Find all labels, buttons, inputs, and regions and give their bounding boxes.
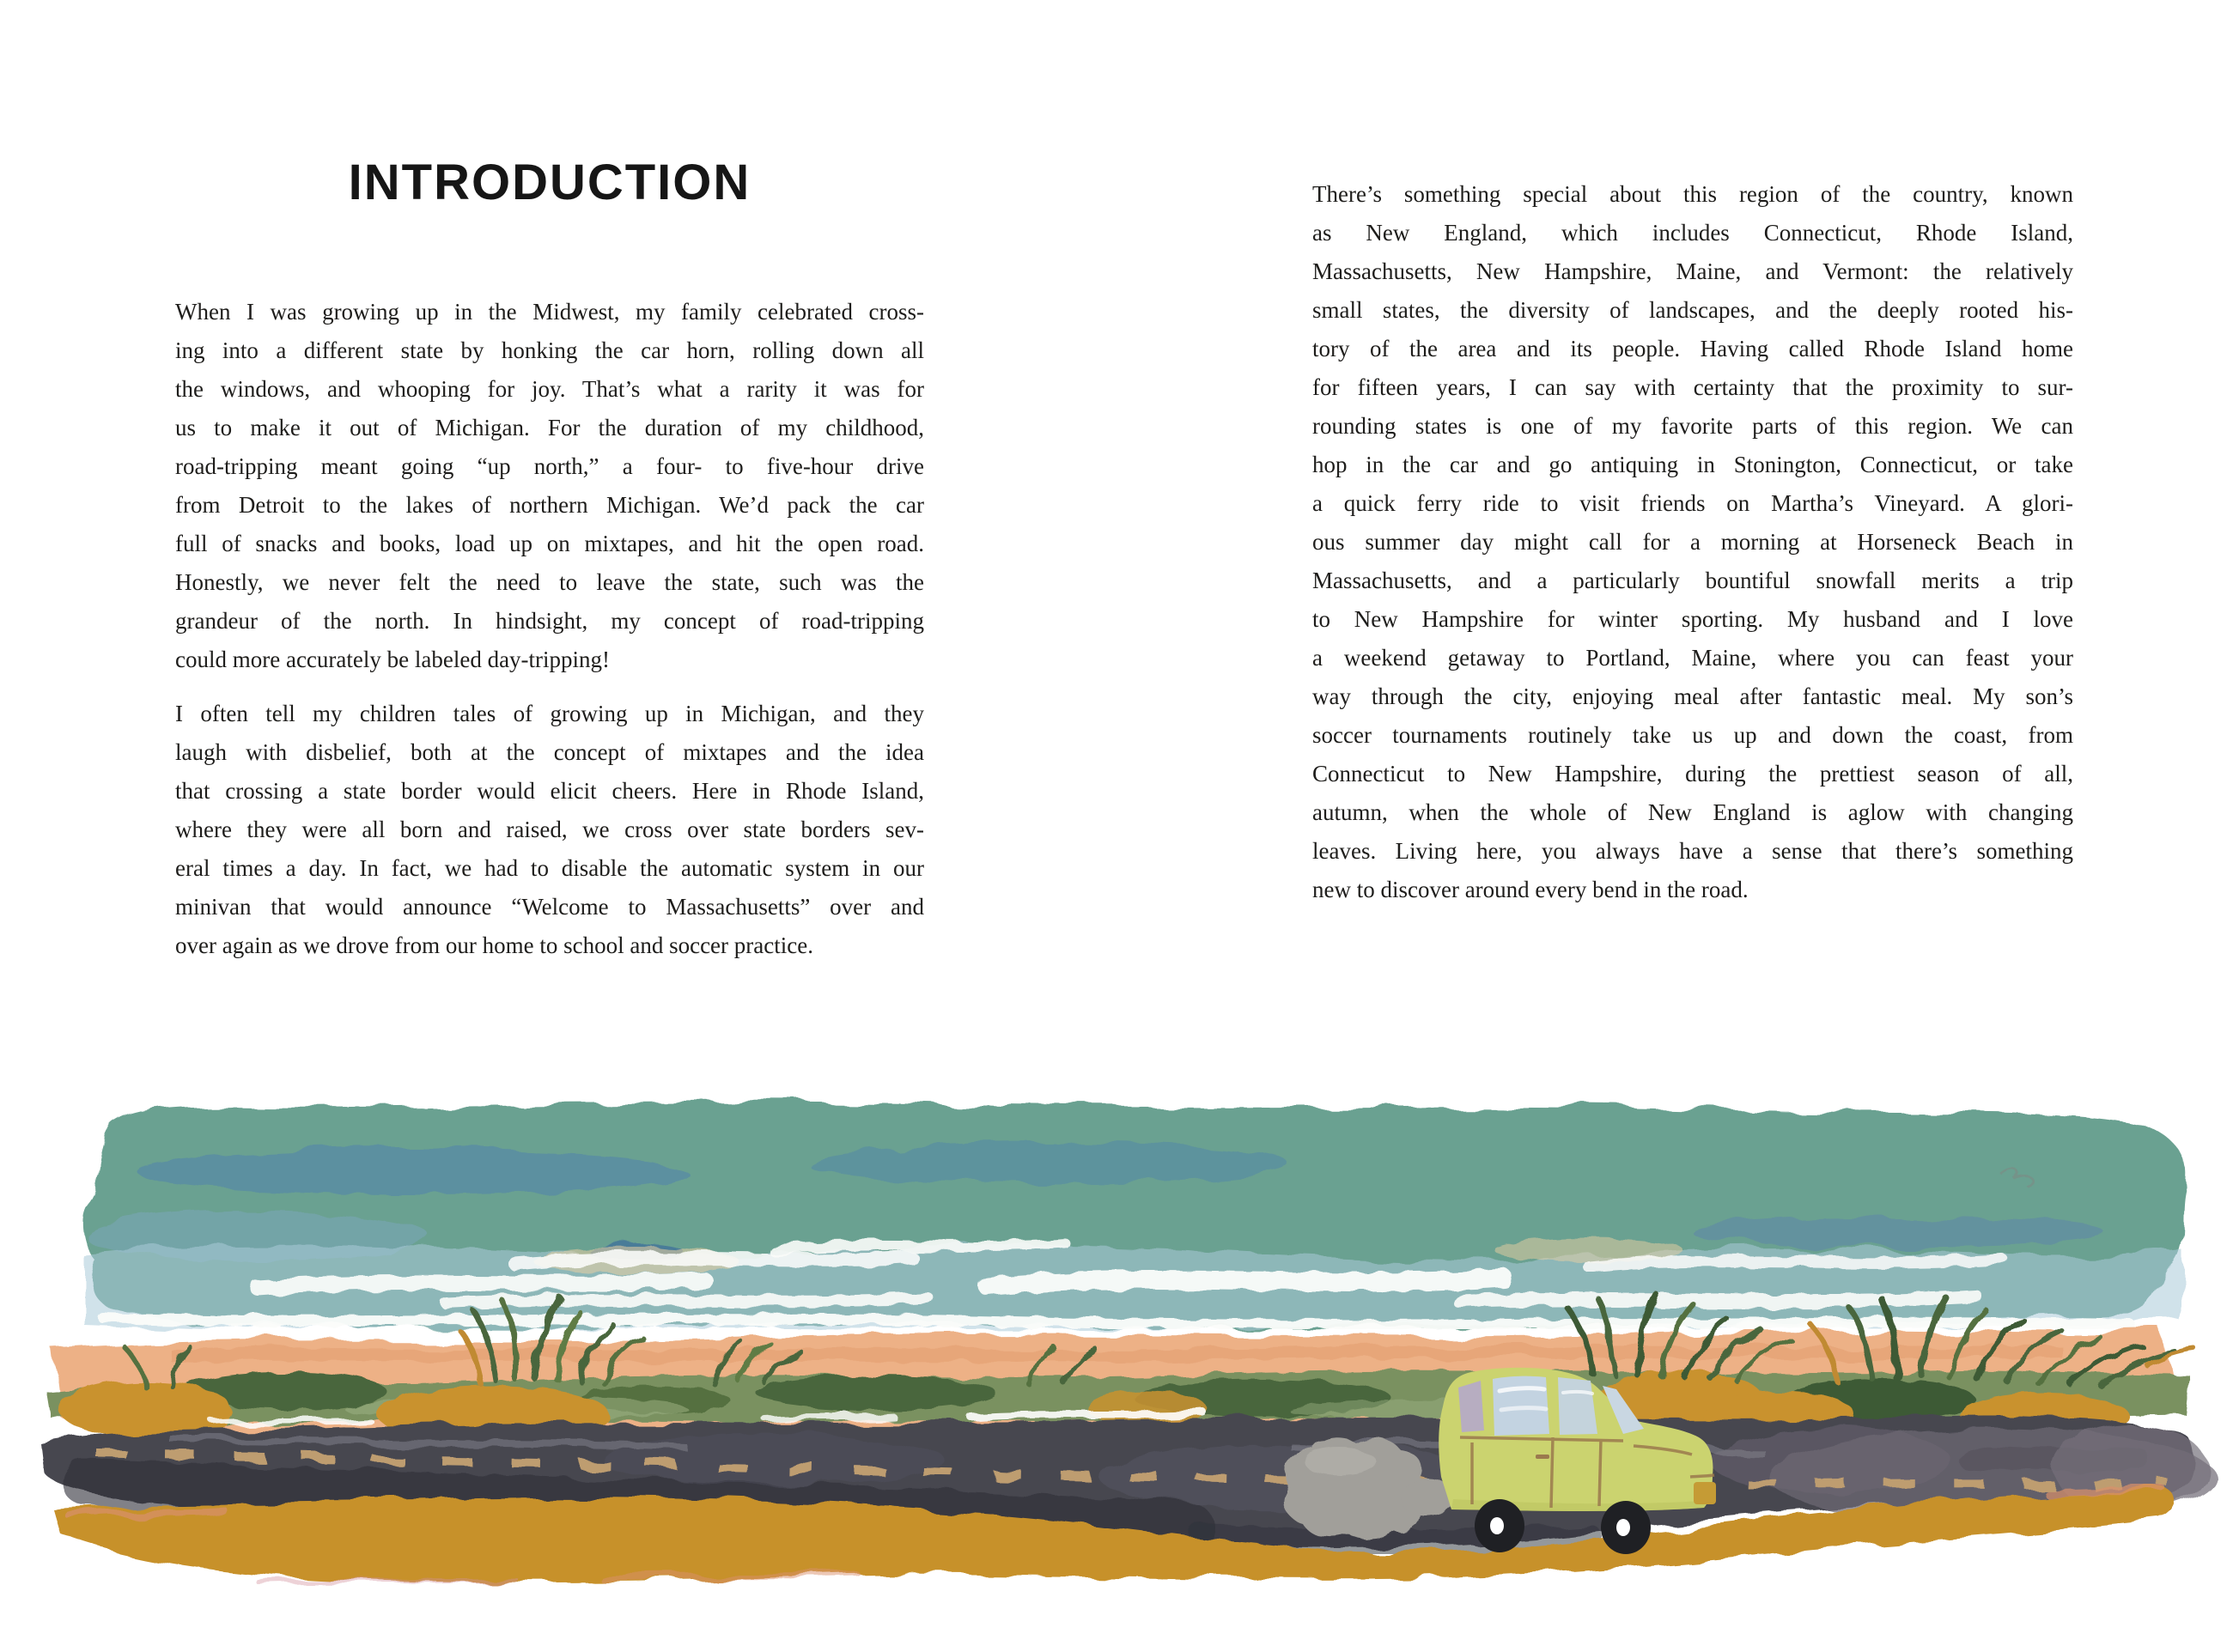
road-edge-white <box>215 1420 369 1424</box>
text-line: way through the city, enjoying meal after fantastic meal. My son’s <box>1312 683 2073 709</box>
text-line: hop in the car and go antiquing in Stonington, Connecticut, or take <box>1312 452 2073 477</box>
right-text-column <box>1312 175 2073 909</box>
cloud-stroke <box>258 1279 704 1288</box>
text-line: ous summer day might call for a morning at Horseneck Beach in <box>1312 529 2073 555</box>
left-text-column <box>175 293 924 965</box>
cloud-stroke <box>773 1243 1065 1250</box>
sky-blue-streak <box>137 1150 687 1194</box>
paragraph <box>175 695 924 965</box>
paragraph <box>1312 175 2073 909</box>
road-edge-white <box>970 1412 1202 1417</box>
chapter-title: INTRODUCTION <box>348 155 751 210</box>
road-edge-white <box>764 1416 893 1418</box>
text-line: Connecticut to New Hampshire, during the prettiest season of all, <box>1312 761 2073 787</box>
text-line: Honestly, we never felt the need to leave the state, such was the <box>175 569 924 595</box>
text-line: When I was growing up in the Midwest, my family celebrated cross- <box>175 299 924 325</box>
text-line: soccer tournaments routinely take us up and down the coast, from <box>1312 722 2073 748</box>
text-line: the windows, and whooping for joy. That’s what a rarity it was for <box>175 376 924 402</box>
text-line: over again as we drove from our home to school and soccer practice. <box>175 932 813 958</box>
window-highlight <box>1501 1408 1546 1410</box>
car-door-line <box>1599 1439 1601 1506</box>
car-door-handle <box>1536 1455 1549 1459</box>
salmon-accent <box>258 1579 515 1582</box>
cloud-fringe <box>103 1318 2130 1325</box>
text-line: leaves. Living here, you always have a sense that there’s something <box>1312 838 2073 864</box>
text-line: Massachusetts, and a particularly bountiful snowfall merits a trip <box>1312 568 2073 593</box>
text-line: I often tell my children tales of growing up in Michigan, and they <box>175 701 924 726</box>
salmon-accent <box>2044 1489 2164 1491</box>
road-dark-streak <box>1202 1537 1589 1542</box>
text-line: eral times a day. In fact, we had to disable the automatic system in our <box>175 855 924 881</box>
cloud-stroke <box>447 1298 928 1303</box>
text-line: a weekend getaway to Portland, Maine, where you can feast your <box>1312 645 2073 671</box>
front-hubcap <box>1616 1519 1630 1536</box>
exhaust-highlight <box>1304 1448 1376 1475</box>
text-line: minivan that would announce “Welcome to Massachusetts” over and <box>175 894 924 920</box>
text-line: Massachusetts, New Hampshire, Maine, and Vermont: the relatively <box>1312 258 2073 284</box>
text-line: ing into a different state by honking the car horn, rolling down all <box>175 337 924 363</box>
cloud-stroke <box>988 1278 1503 1286</box>
car-door-line <box>1551 1437 1553 1508</box>
text-line: There’s something special about this region of the country, known <box>1312 181 2073 207</box>
text-line: tory of the area and its people. Having called Rhode Island home <box>1312 336 2073 361</box>
text-line: that crossing a state border would elicit cheers. Here in Rhode Island, <box>175 778 924 804</box>
rear-hubcap <box>1490 1517 1504 1534</box>
paragraph <box>175 293 924 679</box>
road-light-patch <box>601 1434 945 1485</box>
text-line: for fifteen years, I can say with certainty that the proximity to sur- <box>1312 374 2073 400</box>
car-headlight <box>1694 1482 1716 1504</box>
text-line: grandeur of the north. In hindsight, my concept of road-tripping <box>175 608 924 634</box>
sky-blue-streak <box>1692 1217 2104 1248</box>
text-line: where they were all born and raised, we cross over state borders sev- <box>175 817 924 842</box>
text-line: small states, the diversity of landscapes, and the deeply rooted his- <box>1312 297 2073 323</box>
text-line: autumn, when the whole of New England is aglow with changing <box>1312 799 2073 825</box>
scrub-dark-blob <box>756 1376 996 1410</box>
window-highlight <box>1563 1392 1592 1394</box>
text-line: road-tripping meant going “up north,” a four- to five-hour drive <box>175 453 924 479</box>
car-rear-window <box>1458 1381 1484 1432</box>
watercolor-illustration <box>0 1073 2233 1623</box>
car-bumper-line <box>1690 1475 1714 1477</box>
text-line: new to discover around every bend in the road. <box>1312 877 1749 902</box>
text-line: us to make it out of Michigan. For the duration of my childhood, <box>175 415 924 440</box>
text-line: rounding states is one of my favorite parts of this region. We can <box>1312 413 2073 439</box>
text-line: as New England, which includes Connecticut, Rhode Island, <box>1312 220 2073 246</box>
text-line: full of snacks and books, load up on mixtapes, and hit the open road. <box>175 531 924 556</box>
text-line: a quick ferry ride to visit friends on Martha’s Vineyard. A glori- <box>1312 490 2073 516</box>
cloud-stroke <box>1460 1297 1975 1302</box>
sky-blue-streak <box>807 1143 1288 1184</box>
peach-streak <box>172 1351 2061 1357</box>
text-line: laugh with disbelief, both at the concept of mixtapes and the idea <box>175 739 924 765</box>
cloud-stroke <box>1589 1259 2001 1266</box>
cloud-stroke <box>515 1257 910 1264</box>
text-line: to New Hampshire for winter sporting. My husband and I love <box>1312 606 2073 632</box>
text-line: from Detroit to the lakes of northern Michigan. We’d pack the car <box>175 492 924 518</box>
salmon-accent <box>601 1576 859 1578</box>
text-line: could more accurately be labeled day-tripping! <box>175 647 611 672</box>
watercolor-scene <box>0 1073 2233 1623</box>
